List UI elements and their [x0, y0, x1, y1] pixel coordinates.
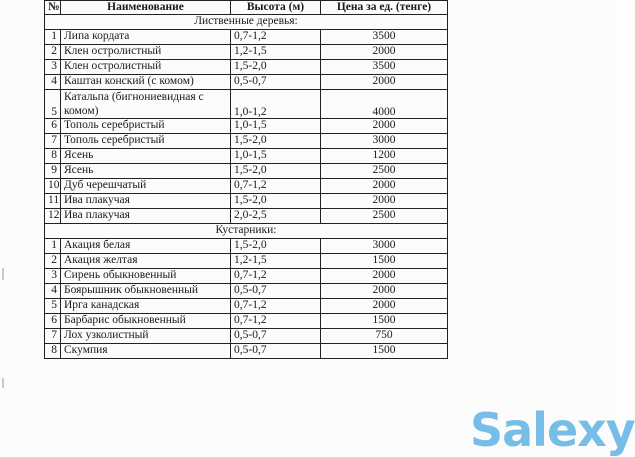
table-row [45, 314, 448, 329]
row-price: 2000 [321, 119, 448, 134]
row-number: 12 [45, 209, 61, 224]
table-row [45, 90, 448, 119]
price-table [44, 0, 448, 359]
table-row [45, 45, 448, 60]
row-name: Акация желтая [61, 254, 231, 269]
row-height: 0,5-0,7 [231, 75, 321, 90]
row-height: 1,5-2,0 [231, 194, 321, 209]
table-row [45, 134, 448, 149]
row-price: 1200 [321, 149, 448, 164]
table-row [45, 194, 448, 209]
row-name: Ива плакучая [61, 209, 231, 224]
row-name: Тополь серебристый [61, 119, 231, 134]
row-price: 3000 [321, 134, 448, 149]
table-row [45, 284, 448, 299]
row-height: 1,0-1,5 [231, 119, 321, 134]
row-number: 1 [45, 239, 61, 254]
row-height: 1,5-2,0 [231, 239, 321, 254]
row-name: Каштан конский (с комом) [61, 75, 231, 90]
row-price: 3000 [321, 239, 448, 254]
header-name: Наименование [61, 1, 231, 15]
salexy-watermark-logo: Salexy [470, 403, 635, 457]
row-number: 10 [45, 179, 61, 194]
row-price: 3500 [321, 60, 448, 75]
header-price: Цена за ед. (тенге) [321, 1, 448, 15]
row-height: 0,7-1,2 [231, 179, 321, 194]
row-name: Липа кордата [61, 30, 231, 45]
table-row [45, 329, 448, 344]
table-row [45, 344, 448, 359]
row-number: 7 [45, 134, 61, 149]
row-number: 5 [45, 90, 61, 119]
row-height: 1,2-1,5 [231, 254, 321, 269]
table-row [45, 239, 448, 254]
table-row [45, 269, 448, 284]
row-number: 6 [45, 314, 61, 329]
row-name: Клен остролистный [61, 60, 231, 75]
row-price: 3500 [321, 30, 448, 45]
section-row [45, 15, 448, 30]
row-price: 1500 [321, 314, 448, 329]
table-row [45, 30, 448, 45]
row-number: 2 [45, 45, 61, 60]
row-height: 0,7-1,2 [231, 314, 321, 329]
row-number: 2 [45, 254, 61, 269]
table-row [45, 179, 448, 194]
row-name: Катальпа (бигнониевидная с комом) [61, 90, 231, 119]
table-row [45, 254, 448, 269]
section-title: Кустарники: [45, 224, 448, 239]
table-row [45, 209, 448, 224]
row-price: 2500 [321, 209, 448, 224]
row-name: Лох узколистный [61, 329, 231, 344]
row-height: 1,0-1,5 [231, 149, 321, 164]
header-row [45, 1, 448, 15]
row-number: 6 [45, 119, 61, 134]
row-number: 4 [45, 284, 61, 299]
row-height: 1,5-2,0 [231, 134, 321, 149]
scan-mark [2, 268, 4, 280]
row-name: Тополь серебристый [61, 134, 231, 149]
row-price: 2000 [321, 45, 448, 60]
row-number: 11 [45, 194, 61, 209]
row-name: Акация белая [61, 239, 231, 254]
section-title: Лиственные деревья: [45, 15, 448, 30]
row-price: 750 [321, 329, 448, 344]
row-name: Ясень [61, 149, 231, 164]
table-row [45, 164, 448, 179]
row-price: 2500 [321, 164, 448, 179]
row-number: 7 [45, 329, 61, 344]
row-number: 8 [45, 149, 61, 164]
scan-mark [2, 378, 4, 388]
row-name: Скумпия [61, 344, 231, 359]
row-price: 2000 [321, 179, 448, 194]
table-row [45, 149, 448, 164]
row-height: 2,0-2,5 [231, 209, 321, 224]
row-name: Клен остролистный [61, 45, 231, 60]
row-number: 1 [45, 30, 61, 45]
table-row [45, 119, 448, 134]
row-name: Барбарис обыкновенный [61, 314, 231, 329]
row-height: 0,7-1,2 [231, 30, 321, 45]
table-body [45, 15, 448, 359]
row-height: 1,0-1,2 [231, 90, 321, 119]
row-price: 1500 [321, 254, 448, 269]
row-number: 5 [45, 299, 61, 314]
header-number: № [45, 1, 61, 15]
row-number: 3 [45, 60, 61, 75]
row-height: 0,5-0,7 [231, 284, 321, 299]
table-row [45, 75, 448, 90]
row-height: 0,5-0,7 [231, 344, 321, 359]
row-name: Сирень обыкновенный [61, 269, 231, 284]
row-name: Дуб черешчатый [61, 179, 231, 194]
row-number: 8 [45, 344, 61, 359]
row-number: 3 [45, 269, 61, 284]
row-price: 2000 [321, 299, 448, 314]
row-height: 0,7-1,2 [231, 269, 321, 284]
row-price: 2000 [321, 284, 448, 299]
table-row [45, 299, 448, 314]
row-height: 1,5-2,0 [231, 164, 321, 179]
row-height: 0,5-0,7 [231, 329, 321, 344]
row-name: Ясень [61, 164, 231, 179]
row-price: 4000 [321, 90, 448, 119]
row-number: 9 [45, 164, 61, 179]
header-height: Высота (м) [231, 1, 321, 15]
row-name: Боярышник обыкновенный [61, 284, 231, 299]
row-name: Ива плакучая [61, 194, 231, 209]
row-height: 1,5-2,0 [231, 60, 321, 75]
row-price: 1500 [321, 344, 448, 359]
row-name: Ирга канадская [61, 299, 231, 314]
row-price: 2000 [321, 194, 448, 209]
row-height: 1,2-1,5 [231, 45, 321, 60]
row-number: 4 [45, 75, 61, 90]
row-price: 2000 [321, 75, 448, 90]
section-row [45, 224, 448, 239]
table-row [45, 60, 448, 75]
row-price: 2000 [321, 269, 448, 284]
row-height: 0,7-1,2 [231, 299, 321, 314]
